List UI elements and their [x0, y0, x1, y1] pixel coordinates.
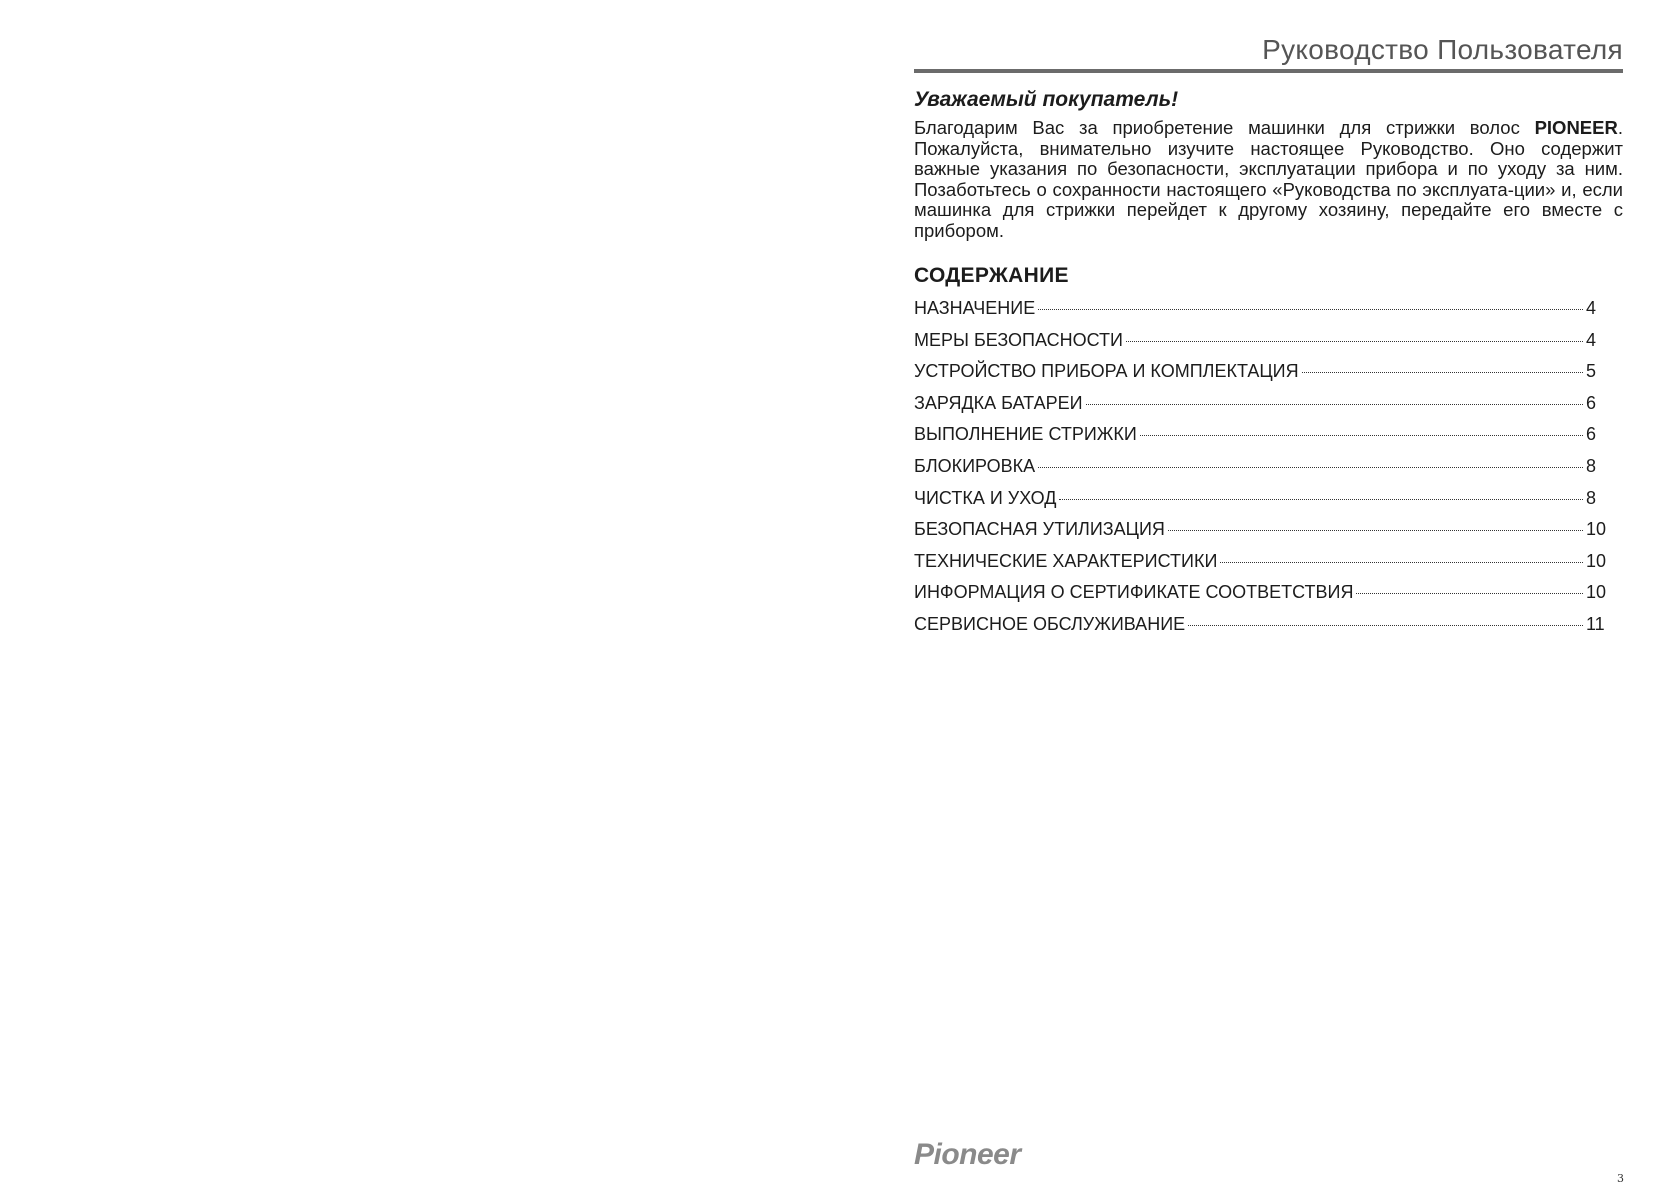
toc-entry[interactable] [914, 330, 1616, 362]
toc-entry-label: ЗАРЯДКА БАТАРЕИ [914, 392, 1083, 413]
toc-entry-label: МЕРЫ БЕЗОПАСНОСТИ [914, 329, 1123, 350]
intro-brand-name: PIONEER [1534, 117, 1618, 138]
toc-dot-leader [1038, 309, 1583, 310]
toc-entry-label: УСТРОЙСТВО ПРИБОРА И КОМПЛЕКТАЦИЯ [914, 361, 1299, 382]
manual-page [839, 0, 1678, 1191]
toc-entry-label: НАЗНАЧЕНИЕ [914, 298, 1036, 318]
toc-entry[interactable] [914, 488, 1616, 520]
toc-entry-page: 10 [1586, 550, 1607, 571]
page-number: 3 [1617, 1172, 1624, 1185]
toc-entry[interactable] [914, 551, 1616, 583]
toc-dot-leader [1140, 435, 1583, 436]
toc-entry-page: 10 [1586, 519, 1607, 540]
toc-entry-page: 8 [1586, 487, 1597, 508]
toc-entry[interactable] [914, 361, 1616, 393]
toc-entry[interactable] [914, 614, 1616, 646]
toc-entry-label: СЕРВИСНОЕ ОБСЛУЖИВАНИЕ [914, 613, 1186, 634]
toc-entry[interactable] [914, 456, 1616, 488]
toc-entry[interactable] [914, 298, 1616, 330]
intro-text-start: Благодарим Вас за приобретение машинки для стрижки волос [914, 117, 1535, 138]
toc-entry-page: 6 [1586, 424, 1597, 445]
toc-entry-page: 8 [1586, 455, 1597, 476]
toc-entry-label: БЕЗОПАСНАЯ УТИЛИЗАЦИЯ [914, 519, 1165, 540]
toc-dot-leader [1038, 467, 1583, 468]
intro-paragraph [914, 118, 1623, 241]
toc-entry-page: 5 [1586, 361, 1597, 382]
toc-entry-page: 11 [1586, 613, 1605, 634]
toc-entry-label: ЧИСТКА И УХОД [914, 487, 1057, 508]
toc-dot-leader [1188, 625, 1583, 626]
toc-entry-label: ТЕХНИЧЕСКИЕ ХАРАКТЕРИСТИКИ [914, 550, 1218, 571]
toc-entry[interactable] [914, 393, 1616, 425]
toc-dot-leader [1356, 593, 1583, 594]
page-header-title: Руководство Пользователя [1262, 34, 1623, 65]
toc-dot-leader [1168, 530, 1583, 531]
toc-dot-leader [1059, 499, 1583, 500]
toc-entry-page: 6 [1586, 392, 1597, 413]
toc-entry-label: ВЫПОЛНЕНИЕ СТРИЖКИ [914, 424, 1137, 445]
pioneer-logo: Pioneer [914, 1138, 1021, 1171]
toc-entry[interactable] [914, 582, 1616, 614]
toc-dot-leader [1302, 372, 1583, 373]
table-of-contents [914, 298, 1616, 646]
toc-entry-page: 4 [1586, 298, 1597, 318]
toc-entry[interactable] [914, 424, 1616, 456]
intro-text-end: . Пожалуйста, внимательно изучите настоящее Руководство. Оно содержит важные указания по безопасности, эксплуатации прибора и по уходу за ним. Позаботьтесь о сохранности настоящего «Руководства по эксплуата-ции» и, если машинка для стрижки перейдет к другому хозяину, передайте его вместе с прибором. [914, 117, 1623, 241]
toc-dot-leader [1220, 562, 1583, 563]
toc-dot-leader [1126, 341, 1583, 342]
toc-heading: СОДЕРЖАНИЕ [914, 264, 1069, 287]
toc-entry-label: ИНФОРМАЦИЯ О СЕРТИФИКАТЕ СООТВЕТСТВИЯ [914, 582, 1354, 603]
toc-entry-label: БЛОКИРОВКА [914, 455, 1036, 476]
header-divider [914, 69, 1623, 73]
toc-entry-page: 10 [1586, 582, 1607, 603]
greeting-heading: Уважаемый покупатель! [914, 88, 1179, 111]
toc-dot-leader [1086, 404, 1583, 405]
toc-entry[interactable] [914, 519, 1616, 551]
toc-entry-page: 4 [1586, 329, 1597, 350]
